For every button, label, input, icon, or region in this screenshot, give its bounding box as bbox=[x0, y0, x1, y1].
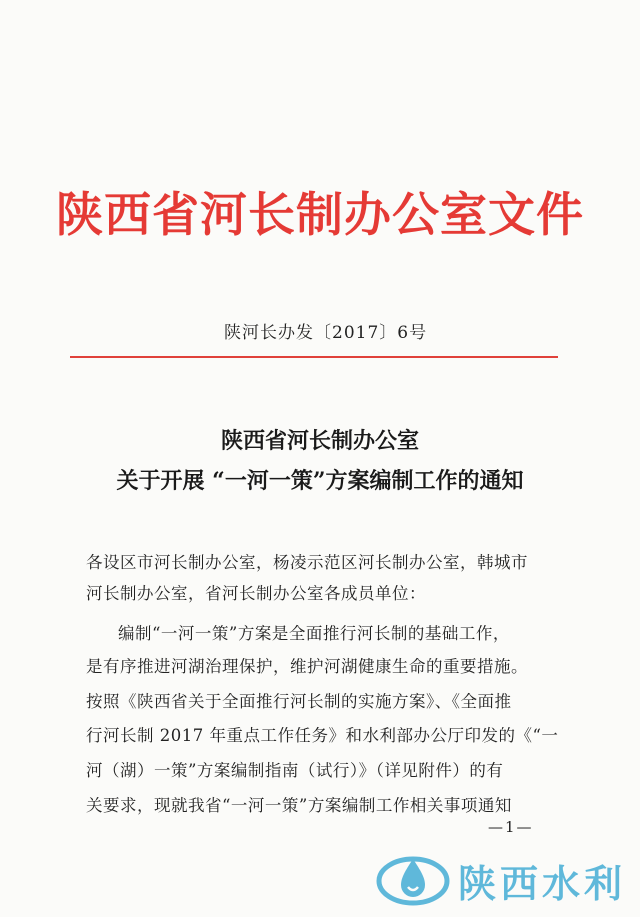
notice-title-line-2: 关于开展 “一河一策”方案编制工作的通知 bbox=[116, 468, 524, 494]
body-text-line: 河长制办公室，省河长制办公室各成员单位： bbox=[86, 584, 426, 603]
header-divider-line bbox=[70, 356, 558, 358]
body-text-line: 关要求，现就我省“一河一策”方案编制工作相关事项通知 bbox=[86, 796, 512, 815]
page-number: —1— bbox=[488, 818, 534, 836]
body-text-line: 各设区市河长制办公室，杨凌示范区河长制办公室，韩城市 bbox=[86, 553, 528, 572]
body-text-line: 行河长制 2017 年重点工作任务》和水利部办公厅印发的《“一 bbox=[86, 726, 559, 745]
water-drop-logo-icon bbox=[374, 851, 452, 909]
watermark bbox=[374, 850, 626, 910]
document-header-title: 陕西省河长制办公室文件 bbox=[56, 188, 584, 243]
body-text-line: 是有序推进河湖治理保护，维护河湖健康生命的重要措施。 bbox=[86, 657, 528, 676]
document-number: 陕河长办发〔2017〕6号 bbox=[224, 323, 428, 343]
watermark-text: 陕西水利 bbox=[458, 861, 627, 906]
body-text-line: 河（湖）一策”方案编制指南（试行）》（详见附件）的有 bbox=[86, 761, 504, 780]
notice-title-line-1: 陕西省河长制办公室 bbox=[220, 428, 419, 454]
body-text-line: 按照《陕西省关于全面推行河长制的实施方案》、《全面推 bbox=[86, 692, 512, 711]
body-text-line: 编制“一河一策”方案是全面推行河长制的基础工作， bbox=[118, 624, 510, 643]
